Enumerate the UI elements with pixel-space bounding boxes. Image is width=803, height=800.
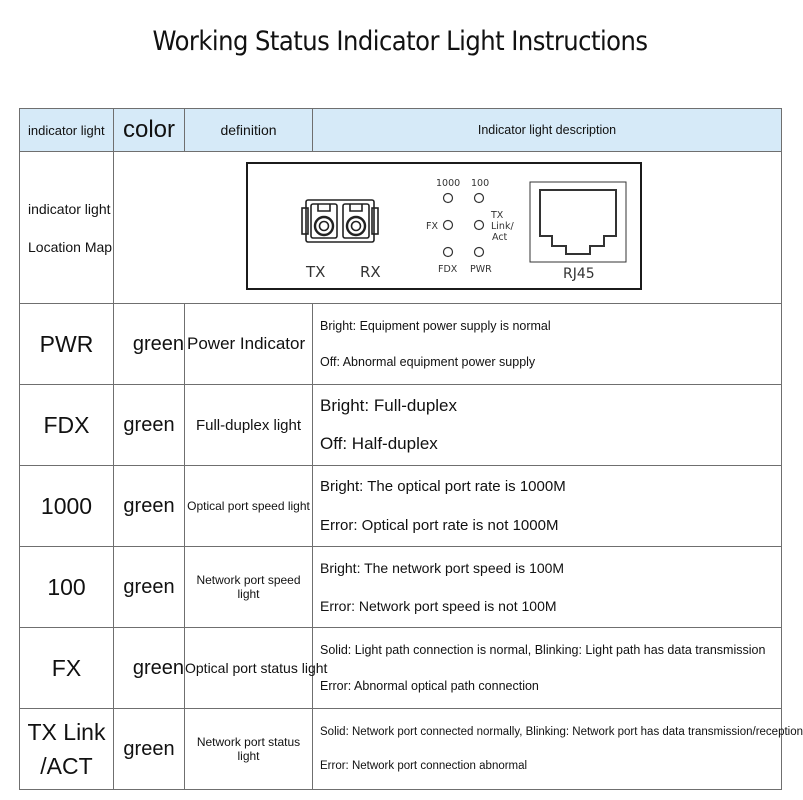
device-diagram [248, 164, 640, 288]
device-panel [246, 162, 642, 290]
row-tx-link-name-line2: /ACT [40, 753, 93, 779]
row-1000-desc-error: Error: Optical port rate is not 1000M [320, 517, 559, 534]
led-fdx-label: FDX [438, 264, 458, 275]
location-map-label [20, 152, 114, 304]
row-pwr-description [313, 304, 782, 385]
table-row [20, 547, 782, 628]
row-pwr-definition: Power Indicator [185, 304, 313, 385]
row-100-description [313, 547, 782, 628]
header-indicator: indicator light [20, 109, 114, 152]
rj45-port-icon [530, 182, 626, 262]
table-row [20, 466, 782, 547]
led-1000-icon [444, 194, 453, 203]
table-row [20, 709, 782, 790]
row-fx-description [313, 628, 782, 709]
led-tx-label-line3: Act [492, 232, 508, 243]
led-fx-icon [444, 221, 453, 230]
row-100-definition: Network port speed light [185, 547, 313, 628]
row-pwr-desc-bright: Bright: Equipment power supply is normal [320, 319, 551, 333]
led-tx-label-line1: TX [491, 210, 504, 221]
row-fx-definition: Optical port status light [185, 628, 313, 709]
row-fx-desc-solid: Solid: Light path connection is normal, Blinking: Light path has data transmission [320, 643, 766, 657]
row-100-desc-bright: Bright: The network port speed is 100M [320, 560, 565, 576]
location-map-row [20, 152, 782, 304]
table-row [20, 385, 782, 466]
led-fx-label: FX [426, 221, 438, 232]
row-tx-link-desc-error: Error: Network port connection abnormal [320, 760, 528, 772]
row-1000-desc-bright: Bright: The optical port rate is 1000M [320, 478, 566, 495]
led-pwr-icon [475, 248, 484, 257]
row-pwr-color: green [114, 304, 185, 385]
row-fx-desc-error: Error: Abnormal optical path connection [320, 679, 539, 693]
row-pwr-name: PWR [20, 304, 114, 385]
led-fdx-icon [444, 248, 453, 257]
optical-port-icon [302, 200, 378, 242]
row-tx-link-name [20, 709, 114, 790]
row-pwr-desc-off: Off: Abnormal equipment power supply [320, 355, 536, 369]
row-tx-link-desc-solid: Solid: Network port connected normally, Blinking: Network port has data transmission/reception [320, 726, 803, 738]
row-100-name: 100 [20, 547, 114, 628]
row-1000-name: 1000 [20, 466, 114, 547]
row-tx-link-definition: Network port status light [185, 709, 313, 790]
port-tx-label: TX [306, 263, 326, 281]
row-fx-color: green [114, 628, 185, 709]
header-color: color [114, 109, 185, 152]
port-rx-label: RX [360, 263, 381, 281]
row-tx-link-description [313, 709, 803, 790]
rj45-label: RJ45 [563, 266, 595, 282]
led-1000-label: 1000 [436, 178, 461, 189]
row-fdx-name: FDX [20, 385, 114, 466]
led-pwr-label: PWR [470, 264, 492, 275]
led-100-label: 100 [471, 178, 490, 189]
row-tx-link-name-line1: TX Link [27, 719, 106, 745]
row-fdx-desc-bright: Bright: Full-duplex [320, 396, 458, 415]
table-row [20, 628, 782, 709]
row-100-desc-error: Error: Network port speed is not 100M [320, 598, 557, 614]
row-1000-description [313, 466, 782, 547]
row-fdx-color: green [114, 385, 185, 466]
led-tx-label-line2: Link/ [491, 221, 514, 232]
row-fx-name: FX [20, 628, 114, 709]
location-map-cell [114, 152, 782, 304]
row-fdx-description [313, 385, 782, 466]
location-map-label-line1: indicator light [28, 200, 111, 217]
header-description: Indicator light description [313, 109, 782, 152]
row-100-color: green [114, 547, 185, 628]
row-fdx-definition: Full-duplex light [185, 385, 313, 466]
row-tx-link-color: green [114, 709, 185, 790]
location-map-label-line2: Location Map [28, 238, 113, 255]
row-1000-definition: Optical port speed light [185, 466, 313, 547]
table-row [20, 304, 782, 385]
indicator-table [19, 108, 803, 790]
table-header-row [20, 109, 782, 152]
led-tx-link-icon [475, 221, 484, 230]
page-title: Working Status Indicator Light Instructions [152, 26, 648, 57]
led-100-icon [475, 194, 484, 203]
row-fdx-desc-off: Off: Half-duplex [320, 434, 438, 453]
header-definition: definition [185, 109, 313, 152]
row-1000-color: green [114, 466, 185, 547]
